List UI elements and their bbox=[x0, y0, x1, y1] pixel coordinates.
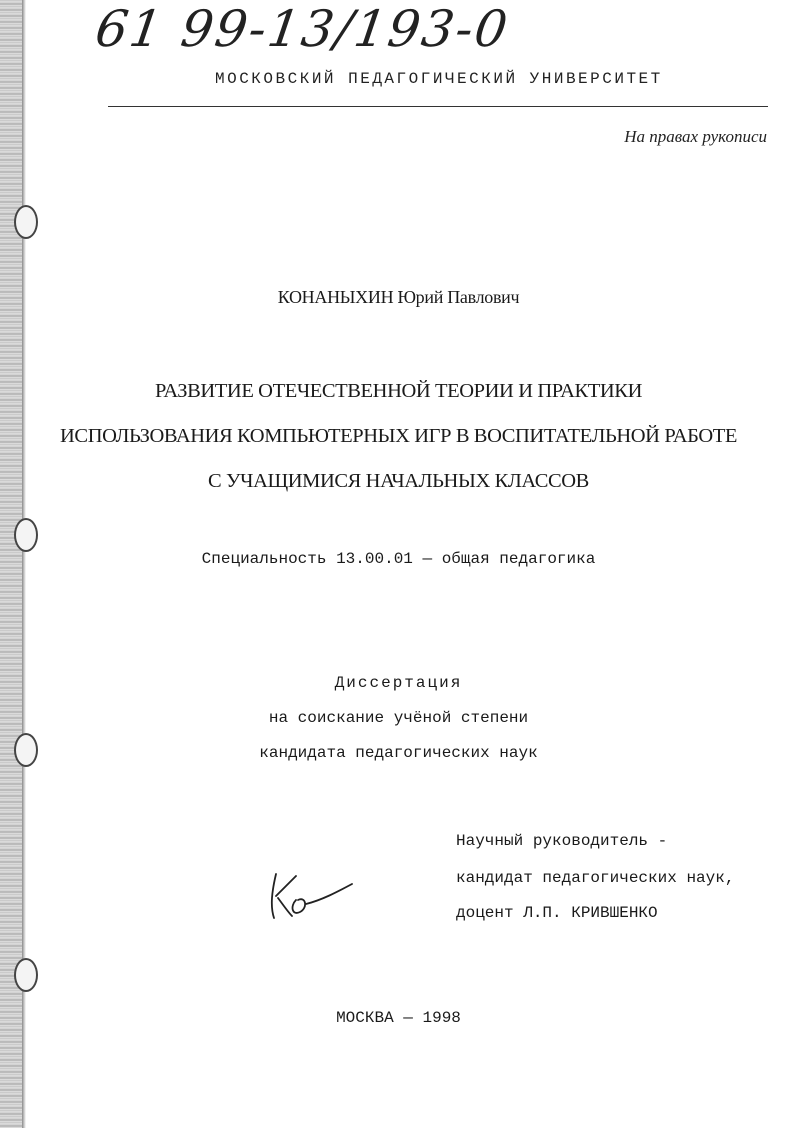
punch-hole bbox=[14, 518, 38, 552]
punch-hole bbox=[14, 958, 38, 992]
degree-line: кандидата педагогических наук bbox=[259, 744, 538, 762]
signature-image bbox=[262, 866, 362, 926]
title-line: РАЗВИТИЕ ОТЕЧЕСТВЕННОЙ ТЕОРИИ И ПРАКТИКИ bbox=[154, 380, 642, 402]
degree-line: на соискание учёной степени bbox=[268, 709, 529, 727]
title-line: ИСПОЛЬЗОВАНИЯ КОМПЬЮТЕРНЫХ ИГР В ВОСПИТАТЕЛЬНОЙ РАБОТЕ bbox=[60, 425, 737, 447]
header-divider bbox=[108, 106, 768, 107]
dissertation-label: Диссертация bbox=[334, 674, 463, 692]
supervisor-line: доцент Л.П. КРИВШЕНКО bbox=[456, 904, 658, 922]
author-name: КОНАНЫХИН Юрий Павлович bbox=[277, 287, 520, 307]
city-year: МОСКВА — 1998 bbox=[336, 1009, 461, 1027]
rights-note: На правах рукописи bbox=[624, 127, 767, 146]
title-line: С УЧАЩИМИСЯ НАЧАЛЬНЫХ КЛАССОВ bbox=[208, 470, 589, 492]
punch-hole bbox=[14, 205, 38, 239]
supervisor-line: кандидат педагогических наук, bbox=[456, 869, 735, 887]
supervisor-line: Научный руководитель - bbox=[456, 832, 668, 850]
specialty: Специальность 13.00.01 — общая педагогика bbox=[201, 550, 596, 568]
registration-number: 61 99-13/193-0 bbox=[91, 0, 513, 58]
university-name: МОСКОВСКИЙ ПЕДАГОГИЧЕСКИЙ УНИВЕРСИТЕТ bbox=[215, 70, 663, 88]
